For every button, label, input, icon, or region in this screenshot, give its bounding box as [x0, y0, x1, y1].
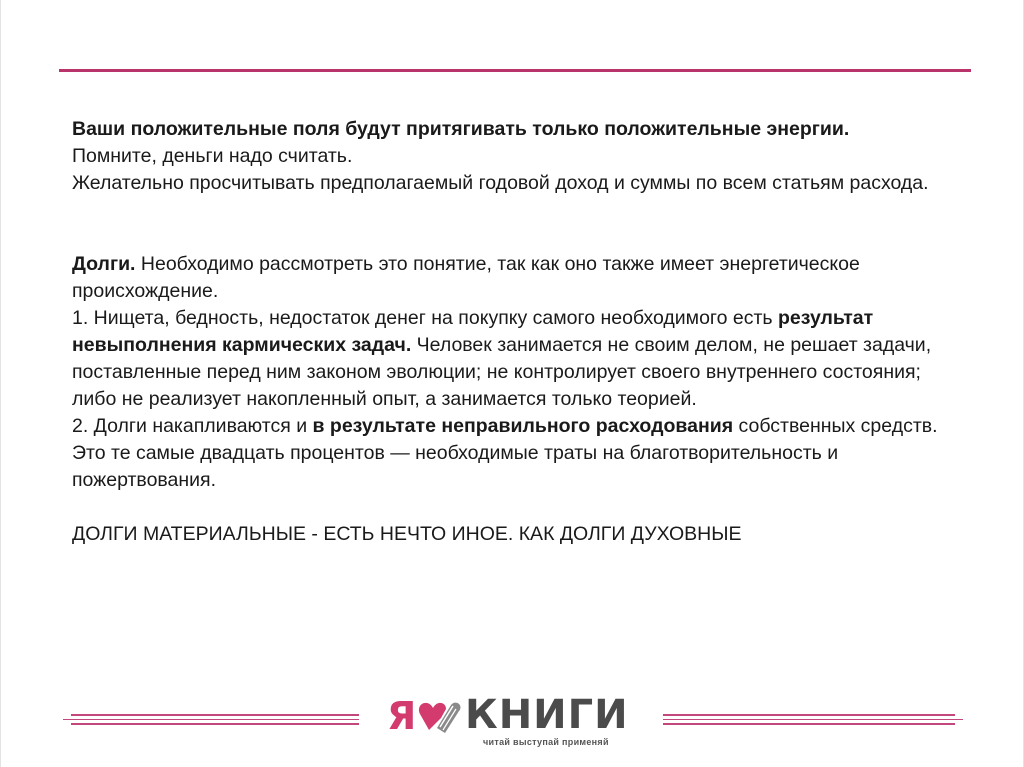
heart-book-icon: [417, 700, 465, 736]
debts-item-1-rest: Человек занимается не своим делом, не решает задачи, поставленные перед ним законом эволюции; не контролирует своего внутреннего состояния; либо не реализует накопленный опыт, а занимается только теорией.: [72, 334, 932, 410]
paragraph-intro: [72, 116, 952, 197]
spacer: [72, 197, 952, 251]
footer-stripes-left: [63, 714, 359, 726]
footer: [1, 690, 1024, 750]
top-divider: [59, 69, 971, 72]
debts-item-2-bold: в результате неправильного расходования: [312, 415, 734, 437]
intro-bold-sentence: Ваши положительные поля будут притягивать только положительные энергии.: [72, 118, 850, 140]
debts-item-1-text: 1. Нищета, бедность, недостаток денег на покупку самого необходимого есть: [72, 307, 778, 329]
intro-line-2: Помните, деньги надо считать.: [72, 145, 353, 167]
slide-body: [72, 116, 952, 548]
ya-knigi-logo: [387, 690, 637, 750]
debts-heading: Долги.: [72, 253, 136, 275]
intro-line-3: Желательно просчитывать предполагаемый годовой доход и суммы по всем статьям расхода.: [72, 172, 929, 194]
paragraph-debts: [72, 251, 952, 494]
debts-intro-text: Необходимо рассмотреть это понятие, так как оно также имеет энергетическое происхождение.: [72, 253, 860, 302]
debts-item-2-rest: собственных средств. Это те самые двадцать процентов — необходимые траты на благотворительность и пожертвования.: [72, 415, 938, 491]
logo-ya-letter: Я: [387, 694, 417, 738]
closing-line: ДОЛГИ МАТЕРИАЛЬНЫЕ - ЕСТЬ НЕЧТО ИНОЕ. КАК ДОЛГИ ДУХОВНЫЕ: [72, 523, 742, 545]
debts-item-2-text: 2. Долги накапливаются и: [72, 415, 313, 437]
logo-word: КНИГИ: [465, 692, 629, 738]
footer-stripes-right: [663, 714, 963, 726]
spacer: [72, 494, 952, 521]
logo-tagline: читай выступай применяй: [483, 737, 609, 747]
debts-item-1-bold: результат невыполнения кармических задач.: [72, 307, 874, 356]
